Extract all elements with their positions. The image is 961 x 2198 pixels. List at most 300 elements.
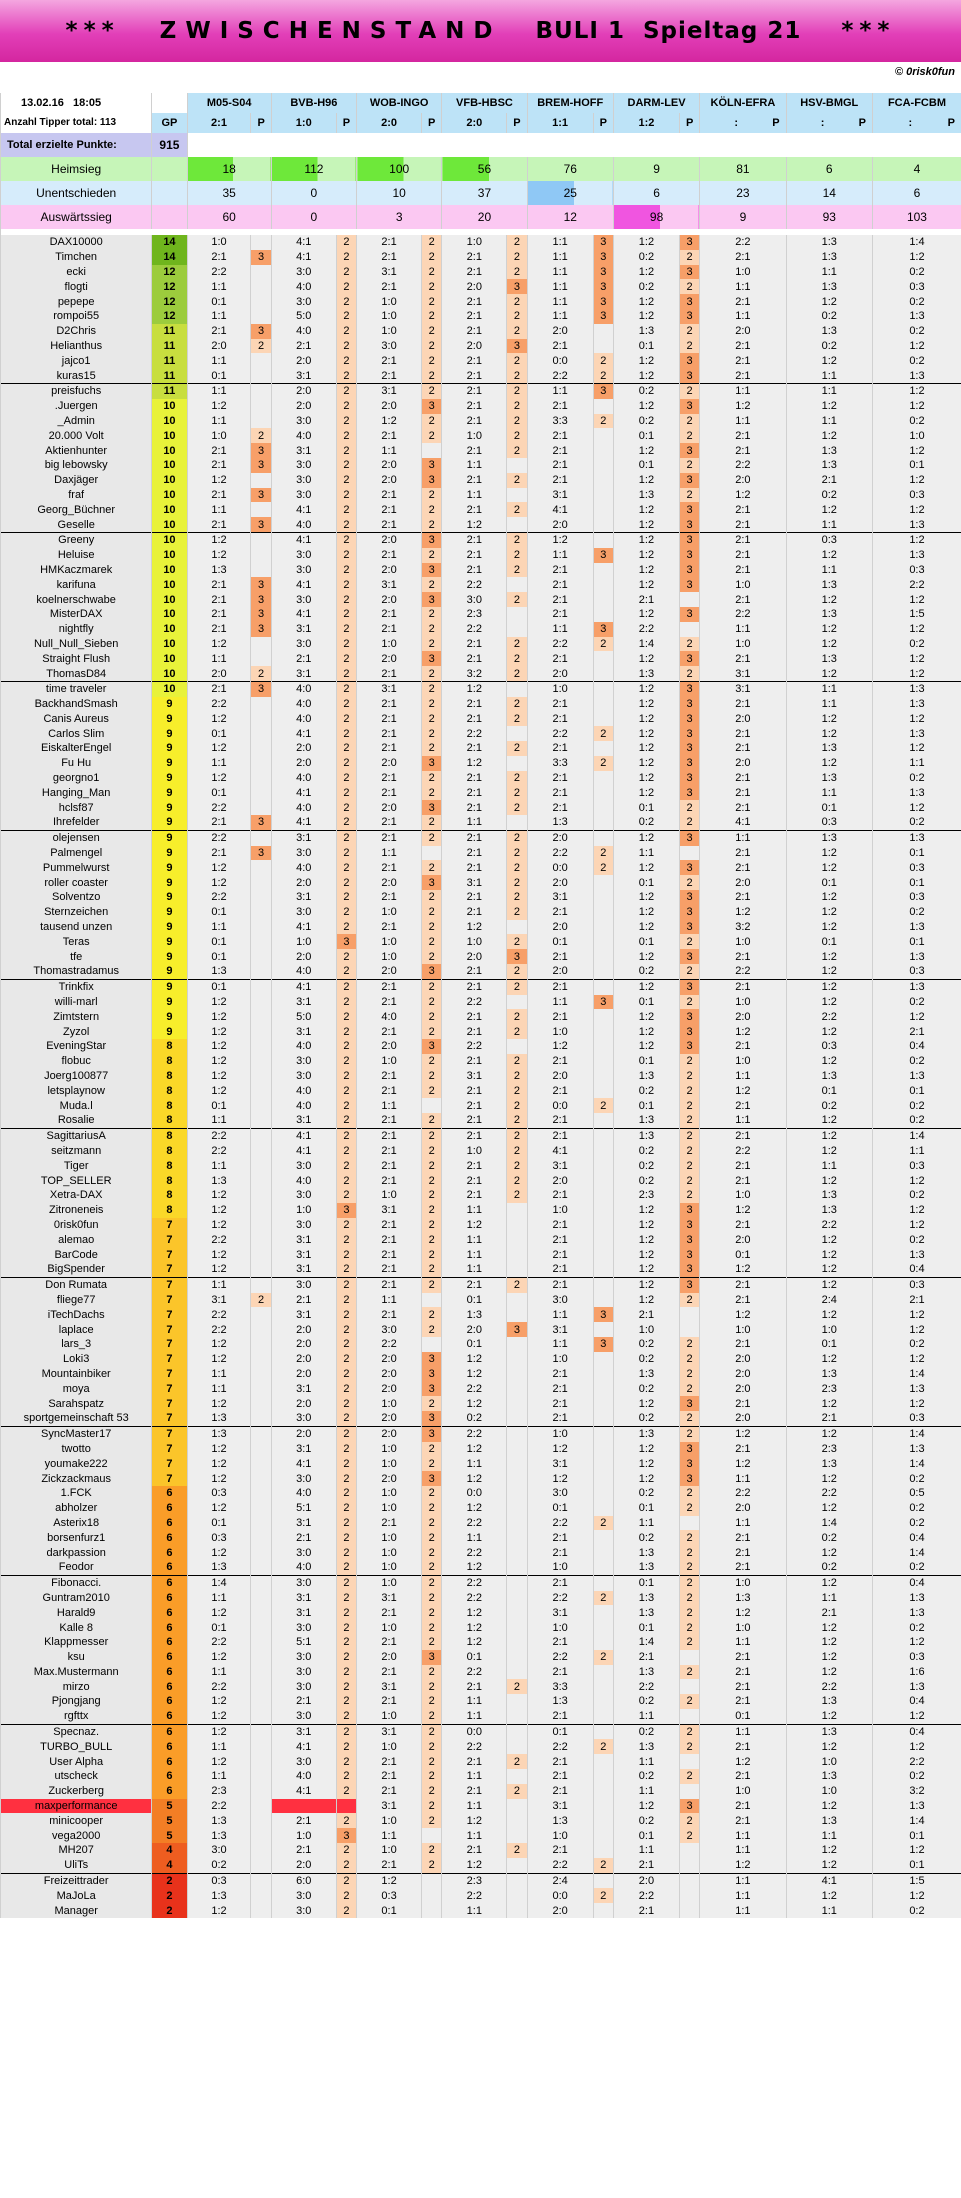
tip-cell: 2:1 xyxy=(187,458,251,473)
tip-cell: 1:2 xyxy=(786,1858,872,1873)
tip-cell: 1:2 xyxy=(786,1277,872,1292)
points-cell xyxy=(507,1694,527,1709)
points-cell: 3 xyxy=(251,622,271,637)
tip-cell: 1:2 xyxy=(613,949,679,964)
points-cell: 2 xyxy=(422,1442,442,1457)
tip-cell: 4:1 xyxy=(271,1144,336,1159)
tip-cell: 0:2 xyxy=(872,1471,961,1486)
tip-cell: 3:3 xyxy=(527,756,593,771)
tip-cell: 2:1 xyxy=(700,1769,786,1784)
tip-cell: 2:1 xyxy=(357,1858,422,1873)
points-cell: 2 xyxy=(422,428,442,443)
table-row xyxy=(1,399,961,414)
tip-cell: 2:1 xyxy=(613,1903,679,1918)
total-points: 5 xyxy=(152,1828,187,1843)
tip-cell: 1:1 xyxy=(700,1724,786,1739)
tip-cell: 2:1 xyxy=(613,1307,679,1322)
tip-cell: 4:1 xyxy=(271,1128,336,1143)
points-cell: 3 xyxy=(679,1277,699,1292)
total-points: 9 xyxy=(152,741,187,756)
points-cell: 2 xyxy=(422,622,442,637)
summary-value: 37 xyxy=(442,181,527,205)
total-points: 10 xyxy=(152,592,187,607)
points-cell: 2 xyxy=(336,1754,356,1769)
tip-cell: 0:3 xyxy=(872,964,961,979)
points-cell: 2 xyxy=(336,651,356,666)
tip-cell: 2:1 xyxy=(700,1665,786,1680)
tip-cell: 1:3 xyxy=(872,1605,961,1620)
points-cell: 2 xyxy=(679,279,699,294)
points-cell xyxy=(593,1039,613,1054)
tip-cell: 2:1 xyxy=(357,830,422,845)
table-row xyxy=(1,458,961,473)
tip-cell: 1:2 xyxy=(187,1709,251,1724)
banner-matchday: Spieltag 21 xyxy=(642,18,802,44)
tip-cell: 1:2 xyxy=(700,1307,786,1322)
points-cell: 2 xyxy=(422,949,442,964)
points-cell xyxy=(251,1009,271,1024)
tip-cell: 3:1 xyxy=(271,890,336,905)
points-cell xyxy=(251,1575,271,1590)
tip-cell: 1:3 xyxy=(786,458,872,473)
points-cell: 2 xyxy=(679,324,699,339)
tip-cell: 2:1 xyxy=(357,1024,422,1039)
player-name: ksu xyxy=(1,1650,152,1665)
points-cell: 2 xyxy=(336,563,356,578)
player-name: Trinkfix xyxy=(1,979,152,994)
tip-cell: 2:1 xyxy=(442,399,507,414)
tip-cell: 0:2 xyxy=(613,1158,679,1173)
points-cell: 3 xyxy=(679,1456,699,1471)
points-cell: 2 xyxy=(507,1679,527,1694)
tip-cell: 1:4 xyxy=(872,1813,961,1828)
points-cell xyxy=(507,1293,527,1308)
points-cell xyxy=(251,1694,271,1709)
points-cell: 2 xyxy=(336,964,356,979)
player-name: roller coaster xyxy=(1,875,152,890)
points-cell: 3 xyxy=(251,324,271,339)
player-name: Klappmesser xyxy=(1,1635,152,1650)
points-cell: 2 xyxy=(507,860,527,875)
tip-cell: 2:1 xyxy=(442,651,507,666)
points-cell: 3 xyxy=(422,1367,442,1382)
points-cell xyxy=(251,1456,271,1471)
points-cell xyxy=(251,1307,271,1322)
tip-cell: 1:1 xyxy=(527,265,593,280)
tip-cell: 2:3 xyxy=(187,1784,251,1799)
tip-cell: 1:2 xyxy=(786,979,872,994)
total-points: 6 xyxy=(152,1530,187,1545)
points-cell xyxy=(593,1277,613,1292)
tip-cell: 2:2 xyxy=(700,1144,786,1159)
points-cell xyxy=(507,1650,527,1665)
table-row xyxy=(1,1054,961,1069)
total-points: 9 xyxy=(152,979,187,994)
total-points: 7 xyxy=(152,1337,187,1352)
tip-cell: 2:0 xyxy=(271,1426,336,1441)
points-cell: 2 xyxy=(336,1843,356,1858)
tip-cell: 1:2 xyxy=(613,548,679,563)
tip-cell: 3:1 xyxy=(271,830,336,845)
points-cell: 2 xyxy=(336,1054,356,1069)
points-cell: 2 xyxy=(336,1232,356,1247)
tip-cell: 3:2 xyxy=(442,666,507,681)
points-cell xyxy=(422,1903,442,1918)
tip-cell: 1:0 xyxy=(357,1739,422,1754)
points-cell xyxy=(593,1232,613,1247)
tip-cell: 1:3 xyxy=(613,666,679,681)
tip-cell: 4:0 xyxy=(271,324,336,339)
points-cell: 2 xyxy=(336,1456,356,1471)
player-name: letsplaynow xyxy=(1,1083,152,1098)
tip-cell: 2:1 xyxy=(527,577,593,592)
tip-cell: 0:3 xyxy=(872,860,961,875)
tip-cell: 1:2 xyxy=(613,1203,679,1218)
points-cell xyxy=(422,1337,442,1352)
summary-value: 56 xyxy=(442,157,527,181)
points-cell xyxy=(593,1813,613,1828)
points-cell xyxy=(507,1828,527,1843)
points-cell: 3 xyxy=(251,458,271,473)
tip-cell: 4:1 xyxy=(271,235,336,250)
tip-cell: 1:2 xyxy=(613,1024,679,1039)
tip-cell: 1:2 xyxy=(786,666,872,681)
tip-cell: 2:1 xyxy=(357,1083,422,1098)
points-cell xyxy=(251,1426,271,1441)
tip-cell: 1:3 xyxy=(187,1411,251,1426)
tip-cell: 2:0 xyxy=(527,1173,593,1188)
points-cell: 2 xyxy=(422,1083,442,1098)
points-cell xyxy=(593,1873,613,1888)
points-cell: 2 xyxy=(507,890,527,905)
tip-cell: 1:2 xyxy=(442,920,507,935)
tip-cell: 4:0 xyxy=(271,800,336,815)
points-cell: 3 xyxy=(422,875,442,890)
tip-cell: 2:2 xyxy=(187,1635,251,1650)
tip-cell: 1:0 xyxy=(786,1754,872,1769)
table-row xyxy=(1,830,961,845)
player-name: Zimtstern xyxy=(1,1009,152,1024)
points-cell: 3 xyxy=(679,756,699,771)
total-points: 7 xyxy=(152,1381,187,1396)
tip-cell: 3:1 xyxy=(527,1456,593,1471)
points-cell: 3 xyxy=(507,949,527,964)
points-cell: 2 xyxy=(507,473,527,488)
tip-cell: 1:1 xyxy=(187,353,251,368)
tip-cell: 0:1 xyxy=(786,800,872,815)
points-cell: 3 xyxy=(422,563,442,578)
tip-cell: 2:2 xyxy=(187,1232,251,1247)
tip-cell: 0:3 xyxy=(786,815,872,830)
points-cell: 2 xyxy=(507,532,527,547)
points-cell xyxy=(593,607,613,622)
points-cell: 2 xyxy=(336,1605,356,1620)
points-cell xyxy=(507,1560,527,1575)
points-cell: 2 xyxy=(679,1411,699,1426)
points-cell: 2 xyxy=(336,666,356,681)
tip-cell: 1:2 xyxy=(187,1724,251,1739)
tip-cell: 3:1 xyxy=(271,1247,336,1262)
points-cell xyxy=(251,1635,271,1650)
tip-cell: 3:1 xyxy=(271,1307,336,1322)
points-cell: 2 xyxy=(679,1501,699,1516)
tip-cell: 1:3 xyxy=(872,681,961,696)
table-row xyxy=(1,607,961,622)
tip-cell: 1:2 xyxy=(187,1694,251,1709)
table-row xyxy=(1,1516,961,1531)
tip-cell: 1:2 xyxy=(786,1144,872,1159)
tip-cell: 2:0 xyxy=(442,1322,507,1337)
tip-cell: 2:1 xyxy=(357,368,422,383)
points-cell xyxy=(251,1411,271,1426)
tip-cell: 3:0 xyxy=(442,592,507,607)
tip-cell: 1:3 xyxy=(872,517,961,532)
tip-cell: 0:2 xyxy=(613,1144,679,1159)
total-points: 2 xyxy=(152,1888,187,1903)
tip-cell: 2:1 xyxy=(613,1858,679,1873)
points-cell xyxy=(593,964,613,979)
tip-cell: 1:2 xyxy=(442,1442,507,1457)
tip-cell: 2:1 xyxy=(442,473,507,488)
tip-cell: 1:2 xyxy=(613,697,679,712)
tip-cell: 0:4 xyxy=(872,1039,961,1054)
tip-cell: 1:2 xyxy=(872,473,961,488)
tip-cell: 1:2 xyxy=(442,1813,507,1828)
points-cell: 3 xyxy=(593,265,613,280)
points-cell: 2 xyxy=(336,1158,356,1173)
tip-cell: 1:3 xyxy=(872,1247,961,1262)
points-cell: 3 xyxy=(679,577,699,592)
tip-cell: 1:0 xyxy=(357,637,422,652)
tip-cell: 4:1 xyxy=(271,979,336,994)
table-row xyxy=(1,995,961,1010)
player-name: Feodor xyxy=(1,1560,152,1575)
points-cell: 2 xyxy=(422,666,442,681)
tip-cell: 2:0 xyxy=(271,1322,336,1337)
tip-cell: 2:2 xyxy=(527,846,593,861)
tip-cell: 2:1 xyxy=(187,517,251,532)
table-row xyxy=(1,1545,961,1560)
tip-cell: 1:0 xyxy=(357,1456,422,1471)
tip-cell: 2:2 xyxy=(187,1128,251,1143)
points-cell xyxy=(507,726,527,741)
tip-cell: 3:0 xyxy=(271,1679,336,1694)
points-cell: 3 xyxy=(422,473,442,488)
points-cell: 2 xyxy=(507,1128,527,1143)
total-points: 11 xyxy=(152,383,187,398)
tip-cell: 4:0 xyxy=(271,860,336,875)
tip-cell: 0:2 xyxy=(872,1188,961,1203)
total-points: 10 xyxy=(152,502,187,517)
tip-cell: 2:2 xyxy=(872,577,961,592)
tip-cell: 1:2 xyxy=(613,681,679,696)
tip-cell: 3:3 xyxy=(527,1679,593,1694)
points-cell xyxy=(251,1799,271,1814)
tip-cell: 1:2 xyxy=(786,1471,872,1486)
tip-cell: 2:1 xyxy=(357,726,422,741)
tip-cell: 2:1 xyxy=(187,577,251,592)
tip-cell: 1:3 xyxy=(527,1813,593,1828)
tip-cell: 1:2 xyxy=(613,309,679,324)
tip-cell: 1:2 xyxy=(786,726,872,741)
tip-cell: 2:1 xyxy=(527,1128,593,1143)
tip-cell: 0:1 xyxy=(442,1650,507,1665)
tip-cell: 1:2 xyxy=(187,1083,251,1098)
tip-cell: 2:1 xyxy=(527,1754,593,1769)
total-points: 6 xyxy=(152,1650,187,1665)
player-name: Zuckerberg xyxy=(1,1784,152,1799)
total-points: 9 xyxy=(152,756,187,771)
table-row xyxy=(1,875,961,890)
points-cell: 2 xyxy=(679,637,699,652)
points-cell xyxy=(593,697,613,712)
points-cell xyxy=(251,399,271,414)
points-cell: 2 xyxy=(679,1352,699,1367)
tip-cell: 2:1 xyxy=(442,712,507,727)
summary-value: 112 xyxy=(271,157,356,181)
player-name: Sarahspatz xyxy=(1,1396,152,1411)
tip-cell: 1:2 xyxy=(786,592,872,607)
points-cell: 2 xyxy=(593,637,613,652)
table-row xyxy=(1,324,961,339)
tip-cell: 2:1 xyxy=(700,651,786,666)
points-cell: 2 xyxy=(593,1858,613,1873)
tip-cell: 3:0 xyxy=(271,1903,336,1918)
tip-cell: 3:0 xyxy=(271,414,336,429)
points-cell: 2 xyxy=(422,383,442,398)
player-name: BigSpender xyxy=(1,1262,152,1277)
points-cell: 2 xyxy=(336,607,356,622)
total-points: 7 xyxy=(152,1247,187,1262)
tip-cell: 1:0 xyxy=(700,995,786,1010)
tip-cell: 2:0 xyxy=(527,964,593,979)
points-cell: 2 xyxy=(507,934,527,949)
points-cell xyxy=(593,502,613,517)
points-cell xyxy=(593,651,613,666)
tip-cell: 1:2 xyxy=(700,1426,786,1441)
tip-cell: 2:2 xyxy=(442,1888,507,1903)
points-cell xyxy=(507,756,527,771)
points-cell: 2 xyxy=(422,1635,442,1650)
points-cell xyxy=(251,1113,271,1128)
tip-cell: 1:2 xyxy=(613,443,679,458)
points-cell: 2 xyxy=(422,1665,442,1680)
player-name: 20.000 Volt xyxy=(1,428,152,443)
tip-cell: 2:1 xyxy=(357,250,422,265)
tip-cell: 1:3 xyxy=(786,1203,872,1218)
tip-cell: 2:1 xyxy=(527,979,593,994)
table-row xyxy=(1,800,961,815)
points-cell: 2 xyxy=(336,712,356,727)
tip-cell: 2:1 xyxy=(700,1173,786,1188)
tip-cell: 1:1 xyxy=(187,920,251,935)
points-cell: 2 xyxy=(507,1144,527,1159)
tip-cell: 1:2 xyxy=(442,1635,507,1650)
points-cell xyxy=(251,1098,271,1113)
tip-cell: 1:2 xyxy=(700,1083,786,1098)
table-body xyxy=(1,93,961,1918)
tip-cell: 1:2 xyxy=(872,399,961,414)
table-row xyxy=(1,697,961,712)
points-cell: 2 xyxy=(679,1694,699,1709)
points-cell xyxy=(251,1754,271,1769)
table-row xyxy=(1,1322,961,1337)
tip-cell: 3:0 xyxy=(271,1620,336,1635)
tip-cell: 2:1 xyxy=(357,1128,422,1143)
points-cell: 3 xyxy=(679,905,699,920)
tip-cell: 1:2 xyxy=(786,1799,872,1814)
points-cell: 2 xyxy=(336,622,356,637)
tip-cell: 3:1 xyxy=(271,1113,336,1128)
match-name: FCA-FCBM xyxy=(872,93,961,113)
tip-cell: 1:6 xyxy=(872,1665,961,1680)
tip-cell: 1:0 xyxy=(357,1442,422,1457)
tip-cell: 5:1 xyxy=(271,1501,336,1516)
points-cell xyxy=(507,1530,527,1545)
points-cell: 2 xyxy=(336,1218,356,1233)
tip-cell: 2:0 xyxy=(357,458,422,473)
table-row xyxy=(1,1828,961,1843)
points-cell: 2 xyxy=(679,458,699,473)
points-cell: 2 xyxy=(422,1694,442,1709)
points-cell: 2 xyxy=(422,1456,442,1471)
tip-cell: 4:0 xyxy=(271,1098,336,1113)
points-cell xyxy=(251,1858,271,1873)
points-cell: 2 xyxy=(679,1173,699,1188)
tip-cell: 2:1 xyxy=(442,1054,507,1069)
tip-cell: 1:1 xyxy=(613,1843,679,1858)
tip-cell: 1:1 xyxy=(786,517,872,532)
points-cell: 2 xyxy=(422,1396,442,1411)
summary-value: 93 xyxy=(786,205,872,229)
total-points: 2 xyxy=(152,1903,187,1918)
tip-cell: 1:2 xyxy=(442,681,507,696)
tip-cell: 2:1 xyxy=(700,1560,786,1575)
tip-cell: 1:1 xyxy=(187,383,251,398)
tip-cell: 1:3 xyxy=(786,279,872,294)
tip-cell: 3:1 xyxy=(357,1799,422,1814)
tip-cell: 1:2 xyxy=(786,1426,872,1441)
points-cell: 3 xyxy=(422,800,442,815)
tip-cell: 4:0 xyxy=(357,1009,422,1024)
tip-cell: 2:1 xyxy=(187,443,251,458)
points-cell: 2 xyxy=(507,1158,527,1173)
tip-cell: 2:2 xyxy=(527,1858,593,1873)
tip-cell: 2:1 xyxy=(187,250,251,265)
player-name: Fu Hu xyxy=(1,756,152,771)
tip-cell: 0:1 xyxy=(527,934,593,949)
tip-cell: 1:0 xyxy=(442,1144,507,1159)
tip-cell: 1:2 xyxy=(872,532,961,547)
tip-cell: 1:1 xyxy=(700,279,786,294)
points-cell: 2 xyxy=(336,1620,356,1635)
points-cell: 2 xyxy=(679,1188,699,1203)
points-cell: 2 xyxy=(507,1188,527,1203)
tip-cell: 1:2 xyxy=(613,1293,679,1308)
tip-cell: 1:1 xyxy=(442,1828,507,1843)
tip-cell: 1:1 xyxy=(442,458,507,473)
points-cell: 2 xyxy=(679,666,699,681)
tip-cell: 2:2 xyxy=(527,368,593,383)
tip-cell: 0:0 xyxy=(527,860,593,875)
points-cell xyxy=(507,1873,527,1888)
tip-cell: 1:1 xyxy=(442,1232,507,1247)
points-cell: 2 xyxy=(251,1293,271,1308)
points-cell: 2 xyxy=(336,1679,356,1694)
player-name: borsenfurz1 xyxy=(1,1530,152,1545)
tip-cell: 0:2 xyxy=(613,383,679,398)
tip-cell: 2:1 xyxy=(527,800,593,815)
